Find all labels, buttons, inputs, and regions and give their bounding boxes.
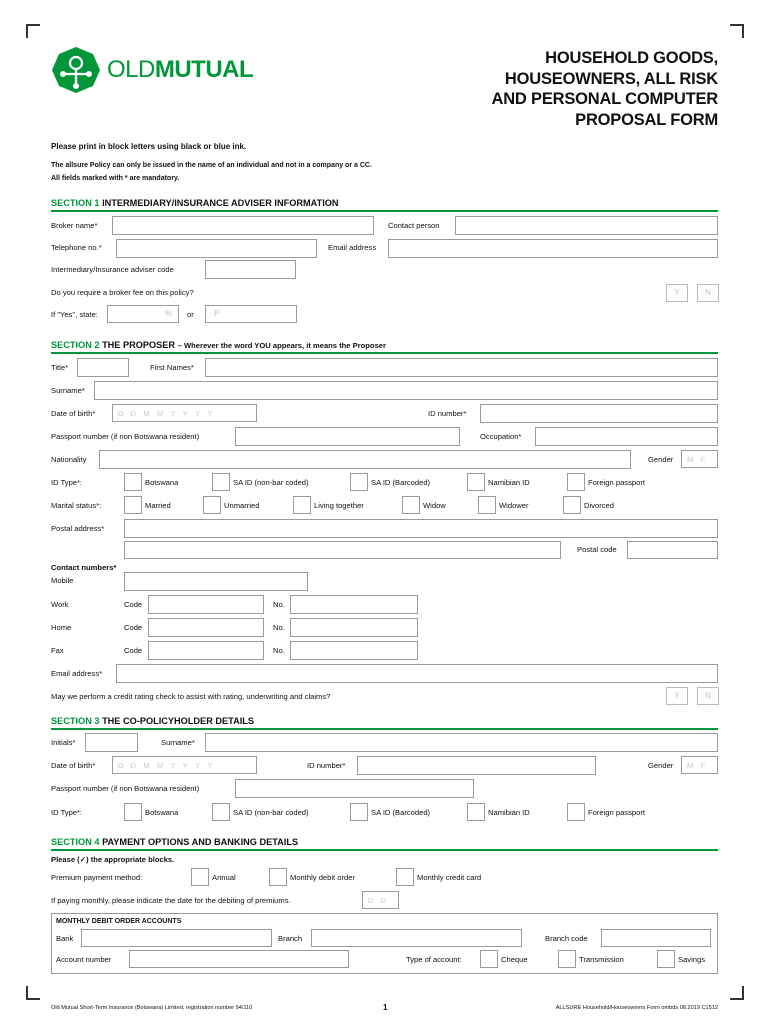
old-mutual-logo [51,46,291,94]
marital-widow-label: Widow [423,501,446,510]
branch-label: Branch [278,934,303,943]
initials-label: Initials* [51,738,76,747]
bank-label: Bank [56,934,74,943]
footer-form-code: ALLSURE Household/Houseowners Form ombds 08.2019 C1512 [555,1005,718,1011]
or-label: or [187,310,194,319]
co-id-number-label: ID number* [307,761,346,770]
pula-sign: P [214,309,220,318]
credit-check-no-box[interactable]: N [697,687,719,705]
crop-mark-bottom-right [730,986,744,1000]
account-cheque-checkbox[interactable] [480,950,498,968]
broker-fee-amount-input[interactable] [205,305,297,323]
broker-fee-question: Do you require a broker fee on this policy? [51,288,194,297]
fax-code-input[interactable] [148,641,264,660]
co-id-type-sa-nonbar-checkbox[interactable] [212,803,230,821]
adviser-code-input[interactable] [205,260,296,279]
account-type-label: Type of account: [406,955,462,964]
initials-input[interactable] [85,733,138,752]
dob-placeholder: DDMMYYYY [118,408,220,418]
section-3-heading: SECTION 3 THE CO-POLICYHOLDER DETAILS [51,716,254,726]
proposer-email-label: Email address* [51,669,103,678]
co-id-type-sa-nonbar-label: SA ID (non-bar coded) [233,808,309,817]
account-transmission-checkbox[interactable] [558,950,576,968]
id-type-foreign-passport-checkbox[interactable] [567,473,585,491]
crop-mark-top-left [26,24,40,38]
co-gender-label: Gender [648,761,674,770]
nationality-label: Nationality [51,455,87,464]
first-names-input[interactable] [205,358,718,377]
telephone-input[interactable] [116,239,317,258]
fax-number-input[interactable] [290,641,418,660]
method-credit-card-checkbox[interactable] [396,868,414,886]
dob-input[interactable] [112,404,257,422]
home-code-input[interactable] [148,618,264,637]
section-4-heading: SECTION 4 PAYMENT OPTIONS AND BANKING DETAILS [51,837,299,847]
branch-code-input[interactable] [601,929,711,947]
marital-living-together-label: Living together [314,501,364,510]
id-type-sa-barcoded-label: SA ID (Barcoded) [371,478,431,487]
if-yes-label: If "Yes", state: [51,310,98,319]
fax-no-label: No. [273,646,285,655]
contact-person-input[interactable] [455,216,718,235]
home-number-input[interactable] [290,618,418,637]
work-code-input[interactable] [148,595,264,614]
old-mutual-emblem-icon [51,46,101,94]
premium-method-label: Premium payment method: [51,873,143,882]
marital-married-checkbox[interactable] [124,496,142,514]
proposer-email-input[interactable] [116,664,718,683]
co-surname-input[interactable] [205,733,718,752]
marital-widower-label: Widower [499,501,529,510]
intro-note-policy: The allsure Policy can only be issued in the name of an individual and not in a company or a CC. [51,162,372,169]
co-dob-placeholder: DDMMYYYY [118,760,220,770]
home-code-label: Code [124,623,143,632]
footer-registration: Old Mutual Short-Term Insurance (Botswana) Limited, registration number 94/110 [51,1005,253,1011]
postal-address-line2-input[interactable] [124,541,561,559]
id-type-foreign-passport-label: Foreign passport [588,478,645,487]
title-line-2: HOUSEOWNERS, ALL RISK [504,69,718,88]
logo-text-mutual: MUTUAL [154,56,254,83]
id-type-label: ID Type*: [51,478,83,487]
title-line-3: AND PERSONAL COMPUTER [491,90,718,108]
method-debit-order-label: Monthly debit order [290,873,356,882]
contact-numbers-label: Contact numbers* [51,563,117,572]
broker-fee-yes-box[interactable]: Y [666,284,688,302]
home-label: Home [51,623,72,632]
broker-name-input[interactable] [112,216,374,235]
branch-code-label: Branch code [545,934,588,943]
marital-status-label: Marital status*: [51,501,102,510]
id-type-sa-nonbar-checkbox[interactable] [212,473,230,491]
marital-unmarried-label: Unmarried [224,501,260,510]
work-label: Work [51,600,69,609]
co-surname-label: Surname* [161,738,195,747]
intro-note-mandatory: All fields marked with * are mandatory. [51,175,180,182]
credit-check-yes-box[interactable]: Y [666,687,688,705]
co-id-type-label: ID Type*: [51,808,83,817]
occupation-label: Occupation* [480,432,522,441]
postal-code-label: Postal code [577,545,617,554]
marital-unmarried-checkbox[interactable] [203,496,221,514]
payment-instruction: Please (✓) the appropriate blocks. [51,855,175,864]
co-passport-label: Passport number (if non Botswana resident) [51,784,200,793]
fax-code-label: Code [124,646,143,655]
debit-date-question: If paying monthly, please indicate the date for the debiting of premiums. [51,896,291,905]
id-type-namibian-label: Namibian ID [488,478,530,487]
co-id-type-namibian-label: Namibian ID [488,808,530,817]
marital-divorced-label: Divorced [584,501,614,510]
co-id-type-botswana-label: Botswana [145,808,179,817]
surname-input[interactable] [94,381,718,400]
title-line-4: PROPOSAL FORM [575,110,718,129]
co-id-type-namibian-checkbox[interactable] [467,803,485,821]
account-savings-label: Savings [678,955,706,964]
co-dob-label: Date of birth* [51,761,96,770]
co-id-type-sa-barcoded-label: SA ID (Barcoded) [371,808,431,817]
bank-input[interactable] [81,929,272,947]
method-debit-order-checkbox[interactable] [269,868,287,886]
section-3-rule [51,728,718,730]
account-transmission-label: Transmission [579,955,624,964]
co-passport-input[interactable] [235,779,474,798]
broker-fee-percent-input[interactable] [107,305,179,323]
marital-living-together-checkbox[interactable] [293,496,311,514]
telephone-label: Telephone no.* [51,243,102,252]
debit-date-input[interactable] [362,891,399,909]
passport-input[interactable] [235,427,460,446]
co-gender-placeholder: MF [687,760,713,770]
occupation-input[interactable] [535,427,718,446]
co-id-type-botswana-checkbox[interactable] [124,803,142,821]
title-field-input[interactable] [77,358,129,377]
section-1-rule [51,210,718,212]
method-annual-label: Annual [212,873,236,882]
marital-widower-checkbox[interactable] [478,496,496,514]
account-cheque-label: Cheque [501,955,528,964]
mobile-input[interactable] [124,572,308,591]
postal-address-line1-input[interactable] [124,519,718,538]
postal-address-label: Postal address* [51,524,105,533]
account-number-input[interactable] [129,950,349,968]
credit-check-question: May we perform a credit rating check to assist with rating, underwriting and claims? [51,692,331,701]
account-number-label: Account number [56,955,112,964]
co-id-type-foreign-passport-label: Foreign passport [588,808,645,817]
method-credit-card-label: Monthly credit card [417,873,482,882]
postal-code-input[interactable] [627,541,718,559]
work-code-label: Code [124,600,143,609]
account-savings-checkbox[interactable] [657,950,675,968]
contact-person-label: Contact person [388,221,440,230]
email-input[interactable] [388,239,718,258]
email-label: Email address [328,243,377,252]
section-1-heading: SECTION 1 INTERMEDIARY/INSURANCE ADVISER INFORMATION [51,198,339,208]
crop-mark-bottom-left [26,986,40,1000]
co-id-number-input[interactable] [357,756,596,775]
broker-fee-no-box[interactable]: N [697,284,719,302]
work-no-label: No. [273,600,285,609]
section-2-rule [51,352,718,354]
crop-mark-top-right [730,24,744,38]
marital-divorced-checkbox[interactable] [563,496,581,514]
id-type-sa-barcoded-checkbox[interactable] [350,473,368,491]
title-line-1: HOUSEHOLD GOODS, [545,49,718,67]
adviser-code-label: Intermediary/Insurance adviser code [51,265,174,274]
id-type-botswana-checkbox[interactable] [124,473,142,491]
fax-label: Fax [51,646,64,655]
co-gender-input[interactable] [681,756,718,774]
section-2-heading: SECTION 2 THE PROPOSER – Wherever the word YOU appears, it means the Proposer [51,340,386,350]
form-title [491,48,718,130]
percent-sign: % [164,309,172,318]
gender-label: Gender [648,455,674,464]
co-id-type-sa-barcoded-checkbox[interactable] [350,803,368,821]
broker-name-label: Broker name* [51,221,98,230]
home-no-label: No. [273,623,285,632]
method-annual-checkbox[interactable] [191,868,209,886]
work-number-input[interactable] [290,595,418,614]
gender-input[interactable] [681,450,718,468]
section-4-rule [51,849,718,851]
mobile-label: Mobile [51,576,74,585]
title-field-label: Title* [51,363,69,372]
id-number-label: ID number* [428,409,467,418]
intro-instruction: Please print in block letters using black or blue ink. [51,142,247,151]
id-type-namibian-checkbox[interactable] [467,473,485,491]
branch-input[interactable] [311,929,522,947]
id-type-sa-nonbar-label: SA ID (non-bar coded) [233,478,309,487]
co-dob-input[interactable] [112,756,257,774]
first-names-label: First Names* [150,363,194,372]
surname-label: Surname* [51,386,85,395]
gender-placeholder: MF [687,454,713,464]
debit-order-header: MONTHLY DEBIT ORDER ACCOUNTS [56,918,182,925]
dob-label: Date of birth* [51,409,96,418]
id-number-input[interactable] [480,404,718,423]
marital-married-label: Married [145,501,171,510]
passport-label: Passport number (if non Botswana resident) [51,432,200,441]
co-id-type-foreign-passport-checkbox[interactable] [567,803,585,821]
logo-text-old: OLD [107,56,155,83]
nationality-input[interactable] [99,450,631,469]
debit-date-placeholder: DD [368,895,394,905]
footer-page-number: 1 [383,1003,388,1012]
marital-widow-checkbox[interactable] [402,496,420,514]
id-type-botswana-label: Botswana [145,478,179,487]
